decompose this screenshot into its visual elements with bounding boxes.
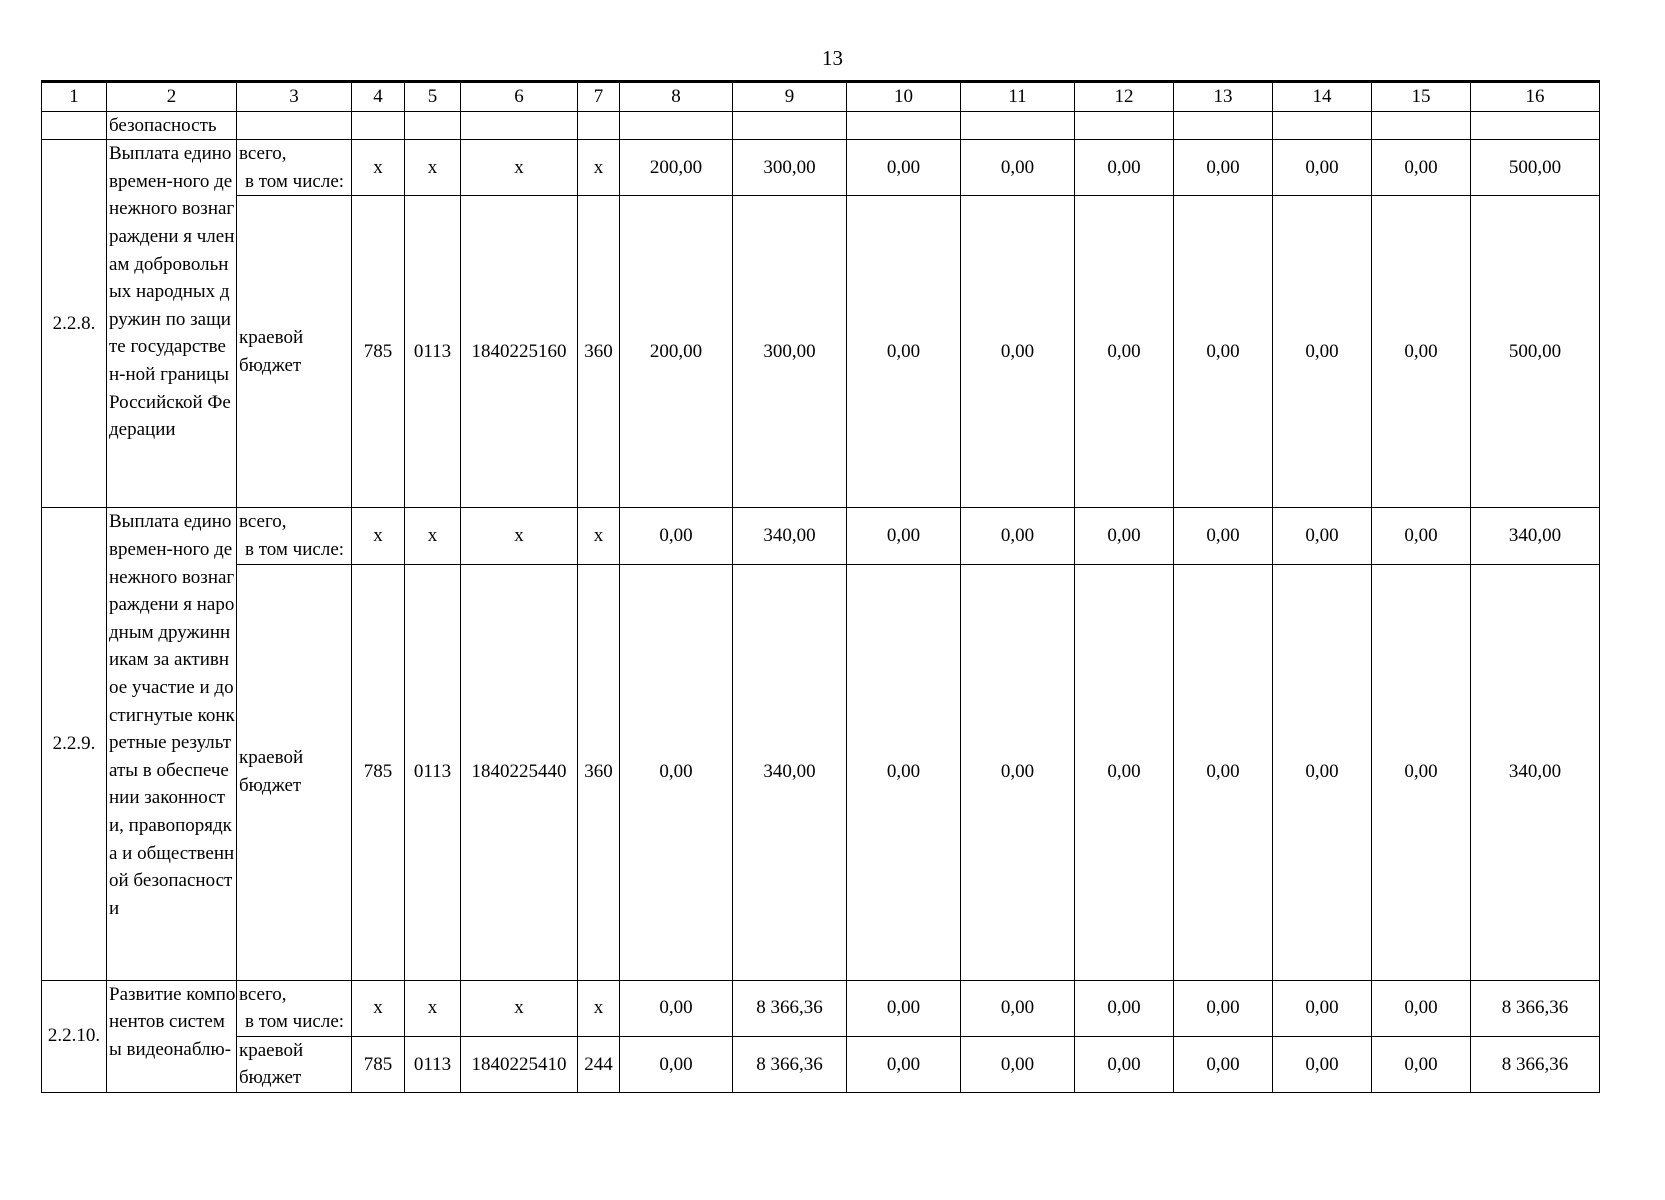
column-number-5: 5 (405, 82, 461, 112)
amount-cell: 0,00 (847, 1036, 961, 1092)
code-cell: x (352, 508, 405, 564)
amount-cell: 0,00 (961, 508, 1075, 564)
amount-cell: 8 366,36 (733, 980, 847, 1036)
code-cell: 785 (352, 196, 405, 508)
continuation-row (42, 111, 1600, 140)
amount-cell: 0,00 (1372, 1036, 1471, 1092)
code-cell: x (578, 508, 620, 564)
amount-cell: 0,00 (1372, 980, 1471, 1036)
amount-cell: 0,00 (1372, 508, 1471, 564)
funding-source (237, 1036, 352, 1092)
funding-source-line: краевой (239, 747, 304, 769)
item-name: Выплата единовремен-ного денежного вознаграждени я народным дружинникам за активное участие и достигнутые конкретные результаты в обеспечении законности, правопорядка и общественной безопасности (107, 508, 237, 980)
amount-cell: 0,00 (1075, 140, 1174, 196)
amount-cell: 0,00 (620, 1036, 733, 1092)
amount-cell: 0,00 (1174, 1036, 1273, 1092)
code-cell: 1840225410 (461, 1036, 578, 1092)
empty-cell (1075, 111, 1174, 140)
total-row (42, 140, 1600, 196)
code-cell: x (405, 140, 461, 196)
funding-source-line: в том числе: (245, 538, 345, 560)
amount-cell: 500,00 (1471, 196, 1600, 508)
item-name: Выплата единовремен-ного денежного вознаграждени я членам добровольных народных дружин по защите государствен-ной границы Российской Федерации (107, 140, 237, 508)
amount-cell: 0,00 (1075, 980, 1174, 1036)
total-row (42, 508, 1600, 564)
amount-cell: 0,00 (1273, 980, 1372, 1036)
amount-cell: 0,00 (961, 980, 1075, 1036)
code-cell: 0113 (405, 1036, 461, 1092)
amount-cell: 0,00 (1075, 196, 1174, 508)
funding-source-line: всего, (239, 143, 287, 165)
amount-cell: 200,00 (620, 196, 733, 508)
budget-row (42, 564, 1600, 980)
amount-cell: 0,00 (961, 564, 1075, 980)
code-cell: x (461, 140, 578, 196)
item-number: 2.2.8. (42, 140, 107, 508)
amount-cell: 500,00 (1471, 140, 1600, 196)
amount-cell: 0,00 (847, 564, 961, 980)
amount-cell: 340,00 (733, 508, 847, 564)
column-number-16: 16 (1471, 82, 1600, 112)
empty-cell (620, 111, 733, 140)
page-number: 13 (822, 46, 843, 70)
amount-cell: 300,00 (733, 196, 847, 508)
budget-row (42, 196, 1600, 508)
amount-cell: 0,00 (1372, 564, 1471, 980)
item-number: 2.2.9. (42, 508, 107, 980)
amount-cell: 0,00 (1273, 1036, 1372, 1092)
code-cell: 1840225160 (461, 196, 578, 508)
empty-cell (733, 111, 847, 140)
column-number-1: 1 (42, 82, 107, 112)
amount-cell: 340,00 (1471, 508, 1600, 564)
amount-cell: 0,00 (961, 1036, 1075, 1092)
code-cell: 360 (578, 196, 620, 508)
amount-cell: 0,00 (847, 508, 961, 564)
amount-cell: 0,00 (1075, 564, 1174, 980)
empty-cell (461, 111, 578, 140)
amount-cell: 8 366,36 (733, 1036, 847, 1092)
amount-cell: 0,00 (1174, 196, 1273, 508)
column-number-4: 4 (352, 82, 405, 112)
item-name: Развитие компонентов системы видеонаблю- (107, 980, 237, 1092)
funding-source-line: краевой (239, 327, 304, 349)
code-cell: 785 (352, 1036, 405, 1092)
empty-cell (42, 111, 107, 140)
funding-source (237, 140, 352, 196)
amount-cell: 0,00 (847, 980, 961, 1036)
funding-source (237, 980, 352, 1036)
total-row (42, 980, 1600, 1036)
code-cell: x (405, 980, 461, 1036)
amount-cell: 0,00 (1174, 140, 1273, 196)
amount-cell: 340,00 (1471, 564, 1600, 980)
empty-cell (578, 111, 620, 140)
amount-cell: 340,00 (733, 564, 847, 980)
column-number-2: 2 (107, 82, 237, 112)
code-cell: x (578, 980, 620, 1036)
column-number-13: 13 (1174, 82, 1273, 112)
amount-cell: 0,00 (1273, 564, 1372, 980)
code-cell: 360 (578, 564, 620, 980)
column-number-15: 15 (1372, 82, 1471, 112)
funding-source-line: бюджет (239, 354, 302, 376)
column-number-3: 3 (237, 82, 352, 112)
column-number-10: 10 (847, 82, 961, 112)
column-number-11: 11 (961, 82, 1075, 112)
amount-cell: 0,00 (1075, 508, 1174, 564)
code-cell: x (352, 980, 405, 1036)
amount-cell: 0,00 (1273, 140, 1372, 196)
amount-cell: 0,00 (1372, 140, 1471, 196)
code-cell: x (405, 508, 461, 564)
amount-cell: 200,00 (620, 140, 733, 196)
funding-source-line: всего, (239, 511, 287, 533)
empty-cell (237, 111, 352, 140)
amount-cell: 0,00 (1075, 1036, 1174, 1092)
code-cell: x (352, 140, 405, 196)
amount-cell: 0,00 (847, 196, 961, 508)
empty-cell (847, 111, 961, 140)
amount-cell: 0,00 (620, 564, 733, 980)
code-cell: 244 (578, 1036, 620, 1092)
budget-table (41, 80, 1600, 1093)
column-number-8: 8 (620, 82, 733, 112)
code-cell: 785 (352, 564, 405, 980)
amount-cell: 8 366,36 (1471, 1036, 1600, 1092)
empty-cell (1372, 111, 1471, 140)
amount-cell: 8 366,36 (1471, 980, 1600, 1036)
amount-cell: 0,00 (847, 140, 961, 196)
empty-cell (1174, 111, 1273, 140)
code-cell: 0113 (405, 564, 461, 980)
column-number-14: 14 (1273, 82, 1372, 112)
amount-cell: 0,00 (961, 196, 1075, 508)
empty-cell (961, 111, 1075, 140)
amount-cell: 0,00 (1372, 196, 1471, 508)
code-cell: x (461, 980, 578, 1036)
funding-source (237, 564, 352, 980)
empty-cell (405, 111, 461, 140)
funding-source-line: бюджет (239, 1067, 302, 1089)
column-number-6: 6 (461, 82, 578, 112)
amount-cell: 0,00 (620, 980, 733, 1036)
empty-cell (352, 111, 405, 140)
funding-source-line: бюджет (239, 775, 302, 797)
funding-source-line: в том числе: (245, 1011, 345, 1033)
column-number-7: 7 (578, 82, 620, 112)
code-cell: 0113 (405, 196, 461, 508)
code-cell: x (461, 508, 578, 564)
amount-cell: 0,00 (961, 140, 1075, 196)
funding-source (237, 196, 352, 508)
amount-cell: 0,00 (620, 508, 733, 564)
amount-cell: 0,00 (1174, 508, 1273, 564)
amount-cell: 0,00 (1273, 196, 1372, 508)
funding-source-line: в том числе: (245, 170, 345, 192)
funding-source-line: краевой (239, 1039, 304, 1061)
column-number-row (42, 82, 1600, 112)
column-number-9: 9 (733, 82, 847, 112)
empty-cell (1273, 111, 1372, 140)
amount-cell: 0,00 (1174, 980, 1273, 1036)
amount-cell: 300,00 (733, 140, 847, 196)
code-cell: 1840225440 (461, 564, 578, 980)
amount-cell: 0,00 (1174, 564, 1273, 980)
funding-source (237, 508, 352, 564)
empty-cell (1471, 111, 1600, 140)
continuation-text: безопасность (107, 111, 237, 140)
amount-cell: 0,00 (1273, 508, 1372, 564)
code-cell: x (578, 140, 620, 196)
column-number-12: 12 (1075, 82, 1174, 112)
funding-source-line: всего, (239, 983, 287, 1005)
item-number: 2.2.10. (42, 980, 107, 1092)
budget-row (42, 1036, 1600, 1092)
